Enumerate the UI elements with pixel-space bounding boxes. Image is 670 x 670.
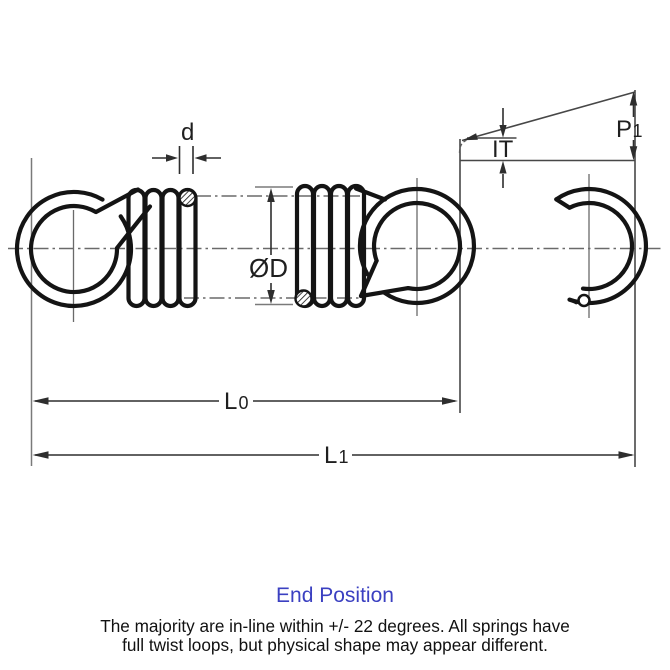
wire-cut-end-right: [296, 291, 312, 307]
d-label: d: [181, 119, 195, 146]
tolerance-note: [0, 617, 670, 655]
od-arrowhead-up: [267, 188, 275, 202]
d-arrowhead-left: [195, 154, 207, 162]
dimension-l1: [33, 442, 635, 469]
tolerance-note-line1: The majority are in-line within +/- 22 degrees. All springs have: [100, 616, 570, 636]
end-hook-butt-end: [556, 199, 569, 207]
l0-label-sub: 0: [238, 393, 249, 413]
tolerance-note-line2: full twist loops, but physical shape may appear different.: [122, 635, 548, 655]
dimension-it: [492, 108, 514, 188]
end-view-hook: [556, 189, 646, 306]
p1-label-sub: 1: [632, 121, 643, 141]
coil-body-right: [296, 186, 365, 307]
pitch-slant-arrowhead: [463, 133, 478, 140]
p1-label: P: [616, 116, 633, 143]
it-label: IT: [492, 136, 514, 163]
dimension-p1: [616, 92, 643, 161]
coil-loop: [314, 186, 330, 306]
l1-arrowhead-left: [33, 451, 49, 459]
d-ticks: [180, 146, 194, 174]
end-position-title: End Position: [276, 584, 394, 607]
end-hook-wire-tip: [579, 295, 590, 306]
l0-arrowhead-left: [33, 397, 49, 405]
right-hook-connector: [356, 189, 385, 200]
d-arrowhead-right: [166, 154, 178, 162]
coil-loop: [331, 186, 347, 306]
od-arrowhead-down: [267, 290, 275, 304]
l0-label: L: [224, 388, 238, 415]
dimension-l0: [33, 388, 459, 415]
right-hook: [356, 189, 474, 303]
pitch-slant: [460, 92, 636, 153]
end-hook-inner-arc: [570, 203, 633, 289]
coil-loop: [297, 186, 313, 306]
hidden-bend-arc: [460, 140, 470, 154]
l0-arrowhead-right: [442, 397, 458, 405]
l1-label: L: [324, 442, 338, 469]
spring: [17, 186, 646, 307]
pitch-slant-line: [462, 92, 635, 141]
dimension-d: [152, 119, 221, 174]
p1-arrowhead-down: [630, 146, 638, 160]
l1-arrowhead-right: [619, 451, 635, 459]
od-label: ØD: [249, 253, 288, 283]
wire-cut-end-left: [180, 190, 196, 206]
l1-label-sub: 1: [338, 447, 349, 467]
dimension-od: [249, 188, 288, 304]
